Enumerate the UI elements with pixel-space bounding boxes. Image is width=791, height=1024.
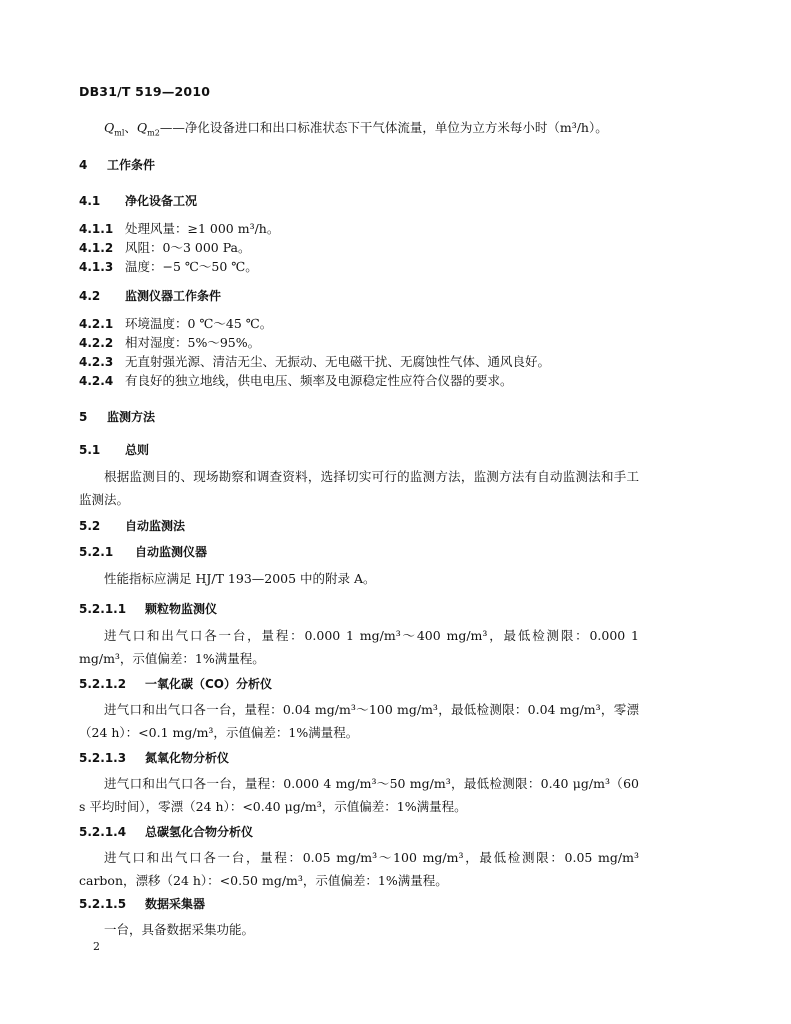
section-4-heading: 4 工作条件 — [79, 158, 156, 172]
section-5-2-1-2-text: 进气口和出气口各一台，量程：0.04 mg/m³～100 mg/m³，最低检测限：0.04 mg/m³，零漂（24 h）：<0.1 mg/m³，示值偏差：1%满量程。 — [79, 702, 639, 740]
section-5-2-1-heading: 5.2.1 自动监测仪器 — [79, 545, 208, 559]
section-5-2-1-5-heading: 5.2.1.5 数据采集器 — [79, 897, 206, 911]
list-item: 4.1.1 处理风量：≥1 000 m³/h。 — [79, 221, 280, 236]
list-item: 4.2.1 环境温度：0 ℃～45 ℃。 — [79, 316, 273, 331]
section-5-2-1-4-heading: 5.2.1.4 总碳氢化合物分析仪 — [79, 825, 254, 839]
list-item: 4.1.2 风阻：0～3 000 Pa。 — [79, 240, 251, 255]
list-item: 4.2.2 相对湿度：5%～95%。 — [79, 335, 261, 350]
section-5-2-1-text: 性能指标应满足 HJ/T 193—2005 中的附录 A。 — [104, 571, 376, 586]
section-4-2-heading: 4.2 监测仪器工作条件 — [79, 289, 222, 303]
section-5-1-text: 根据监测目的、现场勘察和调查资料，选择切实可行的监测方法，监测方法有自动监测法和手工监测法。 — [79, 469, 639, 507]
section-4-1-heading: 4.1 净化设备工况 — [79, 194, 198, 208]
list-item: 4.2.4 有良好的独立地线，供电电压、频率及电源稳定性应符合仪器的要求。 — [79, 373, 513, 388]
page-number: 2 — [93, 940, 100, 953]
section-5-2-1-4-text: 进气口和出气口各一台，量程：0.05 mg/m³～100 mg/m³，最低检测限：0.05 mg/m³ carbon，漂移（24 h）：<0.50 mg/m³，示值偏差：1%满量程。 — [79, 850, 639, 888]
section-5-2-1-5-text: 一台，具备数据采集功能。 — [104, 922, 255, 937]
section-5-heading: 5 监测方法 — [79, 410, 156, 424]
section-5-2-heading: 5.2 自动监测法 — [79, 519, 186, 533]
section-5-1-heading: 5.1 总则 — [79, 443, 150, 457]
flow-definition: $Q_{ml}$、$Q_{m2}——$净化设备进口和出口标准状态下干气体流量，单位为立方米每小时（m³/h）。 — [104, 120, 608, 138]
list-item: 4.2.3 无直射强光源、清洁无尘、无振动、无电磁干扰、无腐蚀性气体、通风良好。 — [79, 354, 551, 369]
list-item: 4.1.3 温度：−5 ℃～50 ℃。 — [79, 259, 258, 274]
standard-code: DB31/T 519—2010 — [79, 84, 211, 99]
section-5-2-1-3-heading: 5.2.1.3 氮氧化物分析仪 — [79, 751, 230, 765]
section-5-2-1-3-text: 进气口和出气口各一台，量程：0.000 4 mg/m³～50 mg/m³，最低检测限：0.40 μg/m³（60 s 平均时间），零漂（24 h）：<0.40 μg/m³，示值偏差：1%满量程。 — [79, 776, 639, 814]
section-5-2-1-2-heading: 5.2.1.2 一氧化碳（CO）分析仪 — [79, 677, 273, 691]
section-5-2-1-1-text: 进气口和出气口各一台，量程：0.000 1 mg/m³～400 mg/m³，最低检测限：0.000 1 mg/m³，示值偏差：1%满量程。 — [79, 628, 639, 666]
section-5-2-1-1-heading: 5.2.1.1 颗粒物监测仪 — [79, 602, 218, 616]
